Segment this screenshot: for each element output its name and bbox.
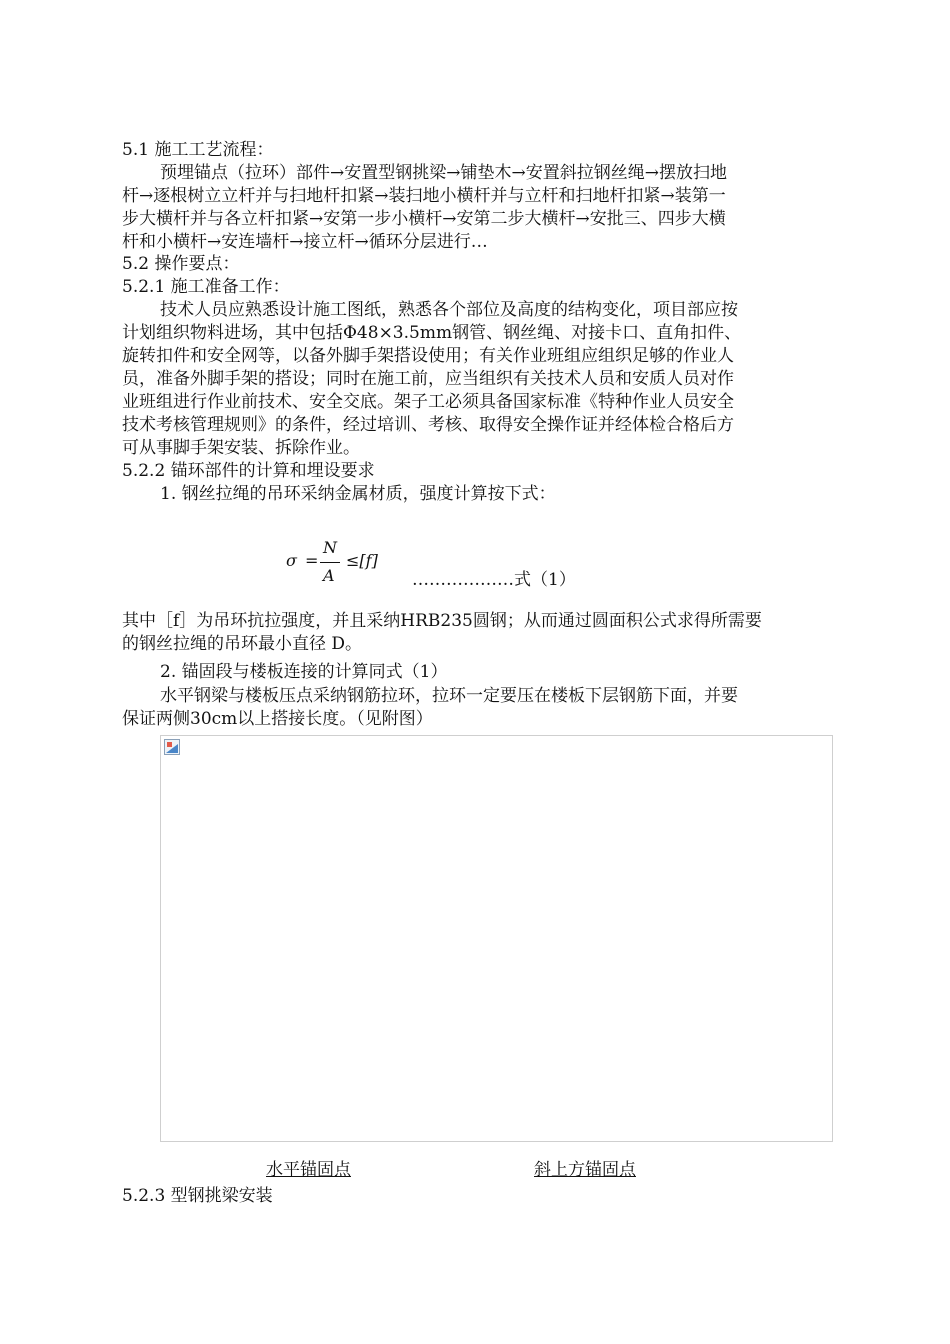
figure-placeholder [160,735,833,1142]
paragraph-line: 预埋锚点（拉环）部件→安置型钢挑梁→铺垫木→安置斜拉钢丝绳→摆放扫地 [160,163,727,183]
paragraph-line: 其中［f］为吊环抗拉强度，并且采纳HRB235圆钢；从而通过圆面积公式求得所需要 [122,611,762,631]
figure-caption-horizontal-anchor: 水平锚固点 [266,1160,351,1180]
formula-number: ………………式（1） [412,570,576,590]
section-heading-5-2-1: 5.2.1 施工准备工作： [122,277,290,297]
figure-caption-inclined-anchor: 斜上方锚固点 [534,1160,636,1180]
formula-numerator: N [323,538,337,557]
section-heading-5-1: 5.1 施工工艺流程： [122,140,274,160]
strength-formula [286,538,406,588]
broken-image-icon [164,739,180,755]
section-heading-5-2-3: 5.2.3 型钢挑梁安装 [122,1186,273,1206]
paragraph-line: 技术人员应熟悉设计施工图纸，熟悉各个部位及高度的结构变化，项目部应按 [160,300,738,320]
paragraph-line: 杆和小横杆→安连墙杆→接立杆→循环分层进行… [122,232,488,252]
paragraph-line: 员，准备外脚手架的搭设；同时在施工前，应当组织有关技术人员和安质人员对作 [122,369,734,389]
list-item: 1. 钢丝拉绳的吊环采纳金属材质，强度计算按下式： [160,484,556,504]
paragraph-line: 旋转扣件和安全网等，以备外脚手架搭设使用；有关作业班组应组织足够的作业人 [122,346,734,366]
paragraph-line: 的钢丝拉绳的吊环最小直径 D。 [122,634,363,654]
formula-rhs: ≤[f] [346,551,378,570]
section-heading-5-2-2: 5.2.2 锚环部件的计算和埋设要求 [122,461,375,481]
formula-sigma: σ [286,551,297,570]
paragraph-line: 保证两侧30cm以上搭接长度。（见附图） [122,709,433,729]
paragraph-line: 可从事脚手架安装、拆除作业。 [122,438,360,458]
list-item: 2. 锚固段与楼板连接的计算同式（1） [160,662,448,682]
formula-denominator: A [323,566,335,585]
paragraph-line: 业班组进行作业前技术、安全交底。架子工必须具备国家标准《特种作业人员安全 [122,392,734,412]
paragraph-line: 水平钢梁与楼板压点采纳钢筋拉环，拉环一定要压在楼板下层钢筋下面，并要 [160,686,738,706]
paragraph-line: 计划组织物料进场，其中包括Φ48×3.5mm钢管、钢丝绳、对接卡口、直角扣件、 [122,323,742,343]
section-heading-5-2: 5.2 操作要点： [122,254,240,274]
fraction-bar [320,562,340,563]
paragraph-line: 技术考核管理规则》的条件，经过培训、考核、取得安全操作证并经体检合格后方 [122,415,734,435]
formula-equals: = [305,551,319,570]
paragraph-line: 步大横杆并与各立杆扣紧→安第一步小横杆→安第二步大横杆→安批三、四步大横 [122,209,726,229]
paragraph-line: 杆→逐根树立立杆并与扫地杆扣紧→装扫地小横杆并与立杆和扫地杆扣紧→装第一 [122,186,726,206]
